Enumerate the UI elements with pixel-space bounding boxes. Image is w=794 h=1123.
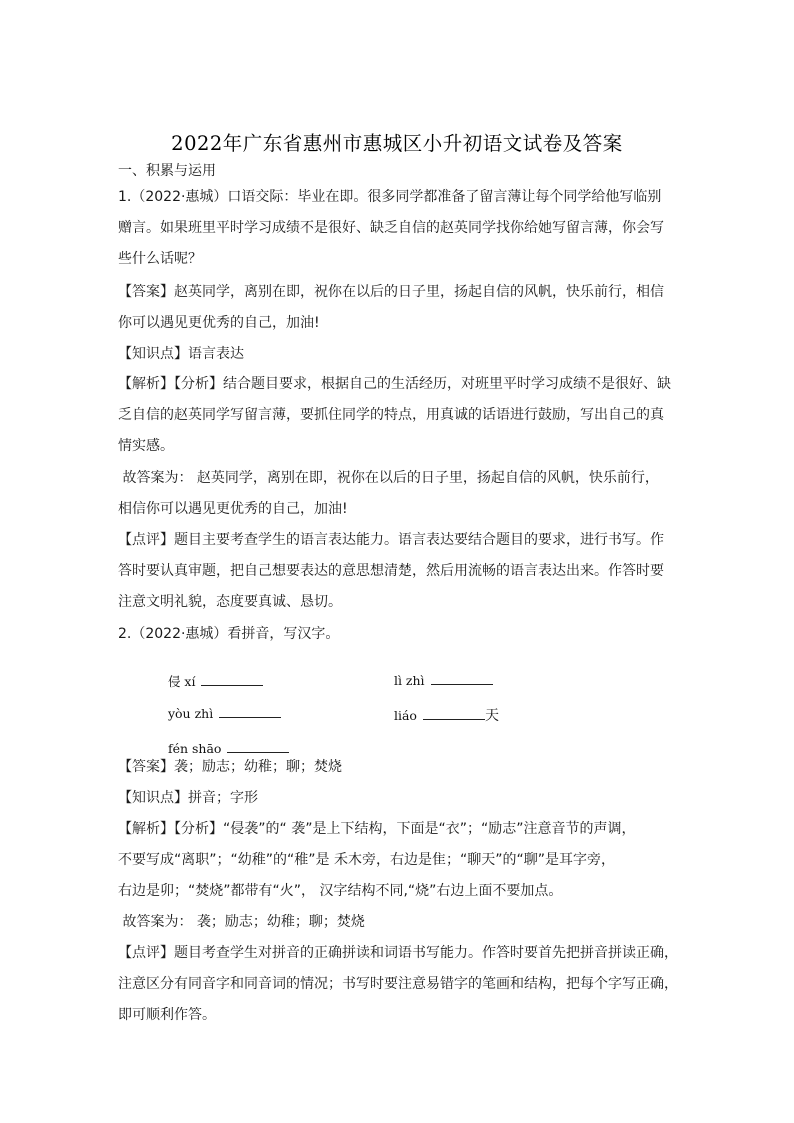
pinyin-item [386,657,493,688]
pinyin-suffix: 天 [484,708,499,724]
q2-knowledge: 【知识点】拼音；字形 [118,790,258,806]
q2-analysis-line: 【解析】【分析】“侵袭”的“ 袭”是上下结构，下面是“衣”；“励志”注意音节的声调， [118,821,636,837]
answer-blank[interactable] [201,673,263,686]
q1-analysis-line: 情实感。 [118,438,174,454]
q2-answer: 【答案】袭；励志；幼稚；聊；焚烧 [118,759,342,775]
q1-comment-line: 答时要认真审题，把自己想要表达的意思想清楚，然后用流畅的语言表达出来。作答时要 [118,563,664,579]
q1-knowledge: 【知识点】语言表达 [118,346,244,362]
q2-comment-line: 注意区分有同音字和同音词的情况；书写时要注意易错字的笔画和结构，把每个字写正确， [118,976,678,992]
pinyin-label: yòu zhì [167,706,214,721]
q1-stem-line: 赠言。如果班里平时学习成绩不是很好、缺乏自信的赵英同学找你给她写留言薄，你会写 [118,220,664,236]
q1-stem-line: 些什么话呢？ [118,251,202,267]
pinyin-item [160,690,281,721]
q1-comment-line: 注意文明礼貌，态度要真诚、恳切。 [118,594,342,610]
q2-analysis-line: 不要写成“离职”；“幼稚”的“稚”是 禾木旁，右边是隹；“聊天”的“聊”是耳字旁， [118,852,615,868]
answer-blank[interactable] [227,740,289,753]
pinyin-label: lì zhì [393,673,425,688]
pinyin-label: 侵 xí [167,674,196,689]
pinyin-item [160,657,263,690]
page-title: 2022年广东省惠州市惠城区小升初语文试卷及答案 [171,132,623,155]
q1-final-answer-line: 相信你可以遇见更优秀的自己，加油! [118,501,348,517]
pinyin-item [160,725,289,756]
section-heading: 一、积累与运用 [118,163,216,179]
answer-blank[interactable] [219,705,281,718]
q1-final-answer-line: 故答案为： 赵英同学，离别在即，祝你在以后的日子里，扬起自信的风帆，快乐前行， [118,470,659,486]
answer-blank[interactable] [423,707,485,720]
q2-stem: 2.（2022·惠城）看拼音，写汉字。 [118,626,340,642]
q1-analysis-line: 【解析】【分析】结合题目要求，根据自己的生活经历，对班里平时学习成绩不是很好、缺 [118,376,671,392]
q2-final-answer: 故答案为： 袭；励志；幼稚；聊；焚烧 [118,914,365,930]
q1-stem-line: 1.（2022·惠城）口语交际：毕业在即。很多同学都准备了留言薄让每个同学给他写临别 [118,189,662,205]
q1-answer-line: 你可以遇见更优秀的自己，加油! [118,315,320,331]
q1-analysis-line: 乏自信的赵英同学写留言薄，要抓住同学的特点，用真诚的话语进行鼓励，写出自己的真 [118,407,664,423]
q2-comment-line: 即可顺利作答。 [118,1007,216,1023]
answer-blank[interactable] [431,672,493,685]
q1-answer-line: 【答案】赵英同学，离别在即，祝你在以后的日子里，扬起自信的风帆，快乐前行，相信 [118,284,664,300]
q2-comment-line: 【点评】题目考查学生对拼音的正确拼读和词语书写能力。作答时要首先把拼音拼读正确， [118,945,678,961]
pinyin-label: fén shāo [167,741,222,756]
q2-analysis-line: 右边是卯；“焚烧”都带有“火”， 汉字结构不同,“烧”右边上面不要加点。 [118,883,563,899]
pinyin-item [386,690,499,725]
q1-comment-line: 【点评】题目主要考查学生的语言表达能力。语言表达要结合题目的要求，进行书写。作 [118,532,664,548]
pinyin-label: liáo [393,708,417,723]
